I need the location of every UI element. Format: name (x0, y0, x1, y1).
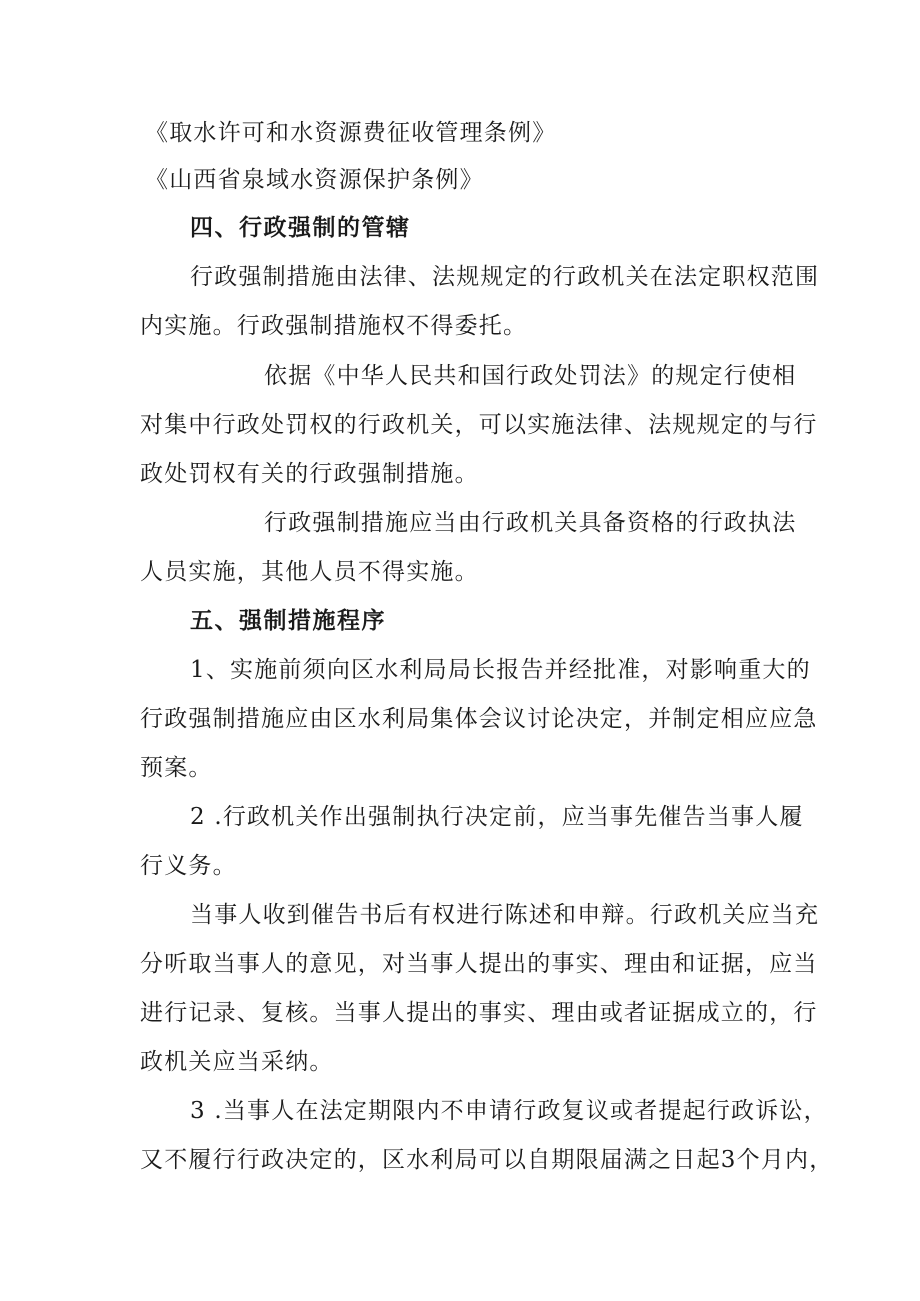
paragraph-line: 预案。 (140, 755, 213, 781)
paragraph-line: 分听取当事人的意见，对当事人提出的事实、理由和证据，应当 (140, 951, 818, 977)
paragraph-line: 行义务。 (140, 853, 237, 879)
paragraph-line: 政处罚权有关的行政强制措施。 (140, 461, 479, 487)
paragraph-line: 依据《中华人民共和国行政处罚法》的规定行使相 (264, 363, 797, 389)
paragraph-line: 3 .当事人在法定期限内不申请行政复议或者提起行政诉讼， (190, 1098, 828, 1124)
law-title-spring-protection: 《山西省泉域水资源保护条例》 (145, 167, 484, 193)
section-heading-procedure: 五、强制措施程序 (190, 608, 386, 634)
paragraph-line: 行政强制措施应由区水利局集体会议讨论决定，并制定相应应急 (140, 706, 818, 732)
paragraph-line: 对集中行政处罚权的行政机关，可以实施法律、法规规定的与行 (140, 412, 818, 438)
paragraph-line: 内实施。行政强制措施权不得委托。 (140, 313, 528, 339)
law-title-water-permit: 《取水许可和水资源费征收管理条例》 (145, 120, 557, 146)
paragraph-line: 当事人收到催告书后有权进行陈述和申辩。行政机关应当充 (190, 902, 820, 928)
paragraph-line: 进行记录、复核。当事人提出的事实、理由或者证据成立的，行 (140, 1000, 818, 1026)
paragraph-line: 政机关应当采纳。 (140, 1049, 334, 1075)
paragraph-line: 1、实施前须向区水利局局长报告并经批准，对影响重大的 (190, 657, 811, 683)
section-heading-jurisdiction: 四、行政强制的管辖 (190, 215, 411, 241)
paragraph-line: 行政强制措施由法律、法规规定的行政机关在法定职权范围 (190, 264, 820, 290)
paragraph-line: 行政强制措施应当由行政机关具备资格的行政执法 (264, 510, 797, 536)
paragraph-line: 人员实施，其他人员不得实施。 (140, 559, 479, 585)
paragraph-line: 2 .行政机关作出强制执行决定前，应当事先催告当事人履 (190, 804, 804, 830)
paragraph-line: 又不履行行政决定的，区水利局可以自期限届满之日起3个月内， (140, 1147, 834, 1173)
